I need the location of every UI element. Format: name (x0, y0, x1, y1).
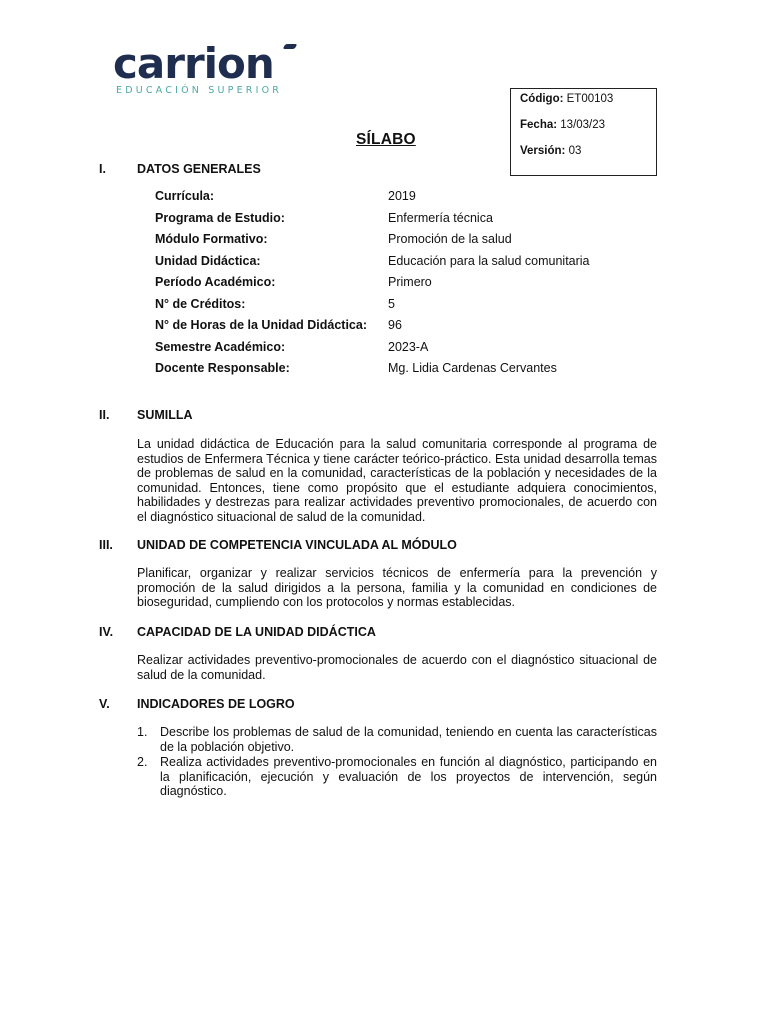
section-5-number: V. (99, 697, 110, 711)
sumilla-paragraph: La unidad didáctica de Educación para la salud comunitaria corresponde al programa de estudios de Enfermera Técnica y tiene carácter teórico-práctico. Esta unidad desarrolla temas de problemas de salud en la comunidad, características de la población y necesidades de la comunidad. Entonces, tiene como propósito que el estudiante adquiera conocimientos, habilidades y destrezas para realizar actividades preventivo promocionales, de acuerdo con el diagnóstico situacional de salud de la comunidad. (137, 437, 657, 524)
datos-value-periodo: Primero (388, 275, 432, 289)
section-4-title: CAPACIDAD DE LA UNIDAD DIDÁCTICA (137, 625, 376, 639)
datos-label-semestre: Semestre Académico: (155, 340, 286, 354)
datos-value-creditos: 5 (388, 297, 395, 311)
logo-wordmark: carrion (113, 39, 274, 88)
datos-label-horas: N° de Horas de la Unidad Didáctica: (155, 318, 367, 332)
codigo-label: Código: (520, 93, 564, 105)
datos-value-unidad: Educación para la salud comunitaria (388, 254, 590, 268)
codigo-value: ET00103 (566, 93, 614, 105)
competencia-paragraph: Planificar, organizar y realizar servicios técnicos de enfermería para la prevención y promoción de la salud dirigidos a la persona, familia y la comunidad en condiciones de bioseguridad, cumpliendo con los protocolos y normas establecidas. (137, 566, 657, 609)
section-3-number: III. (99, 538, 113, 552)
fecha-value: 13/03/23 (560, 119, 606, 131)
logo-subtitle: EDUCACIÓN SUPERIOR (116, 85, 283, 96)
indicator-2-text: Realiza actividades preventivo-promocionales en función al diagnóstico, participando en la planificación, ejecución y evaluación de los proyectos de intervención, según diagnóstico. (160, 755, 657, 798)
datos-label-docente: Docente Responsable: (155, 361, 290, 375)
brand-logo (113, 39, 328, 96)
datos-label-curricula: Currícula: (155, 189, 215, 203)
datos-label-creditos: N° de Créditos: (155, 297, 246, 311)
indicator-1-number: 1. (137, 725, 148, 739)
page-title: SÍLABO (356, 131, 416, 148)
datos-label-unidad: Unidad Didáctica: (155, 254, 261, 268)
datos-value-programa: Enfermería técnica (388, 211, 493, 225)
indicator-1-text: Describe los problemas de salud de la comunidad, teniendo en cuenta las características de la población objetivo. (160, 725, 657, 754)
document-info-box (510, 88, 657, 176)
datos-value-horas: 96 (388, 318, 402, 332)
datos-value-curricula: 2019 (388, 189, 416, 203)
datos-value-modulo: Promoción de la salud (388, 232, 512, 246)
version-row (520, 145, 581, 157)
datos-value-semestre: 2023-A (388, 340, 429, 354)
fecha-label: Fecha: (520, 119, 558, 131)
datos-label-programa: Programa de Estudio: (155, 211, 285, 225)
version-value: 03 (568, 145, 582, 157)
datos-label-periodo: Período Académico: (155, 275, 276, 289)
section-2-number: II. (99, 408, 110, 422)
version-label: Versión: (520, 145, 566, 157)
datos-value-docente: Mg. Lidia Cardenas Cervantes (388, 361, 557, 375)
codigo-row (520, 93, 613, 105)
fecha-row (520, 119, 605, 131)
datos-label-modulo: Módulo Formativo: (155, 232, 268, 246)
section-3-title: UNIDAD DE COMPETENCIA VINCULADA AL MÓDULO (137, 538, 457, 552)
section-4-number: IV. (99, 625, 114, 639)
capacidad-paragraph: Realizar actividades preventivo-promocionales de acuerdo con el diagnóstico situacional de salud de la comunidad. (137, 653, 657, 682)
section-2-title: SUMILLA (137, 408, 193, 422)
indicator-2-number: 2. (137, 755, 148, 769)
section-1-title: DATOS GENERALES (137, 162, 261, 176)
section-1-number: I. (99, 162, 106, 176)
section-5-title: INDICADORES DE LOGRO (137, 697, 295, 711)
